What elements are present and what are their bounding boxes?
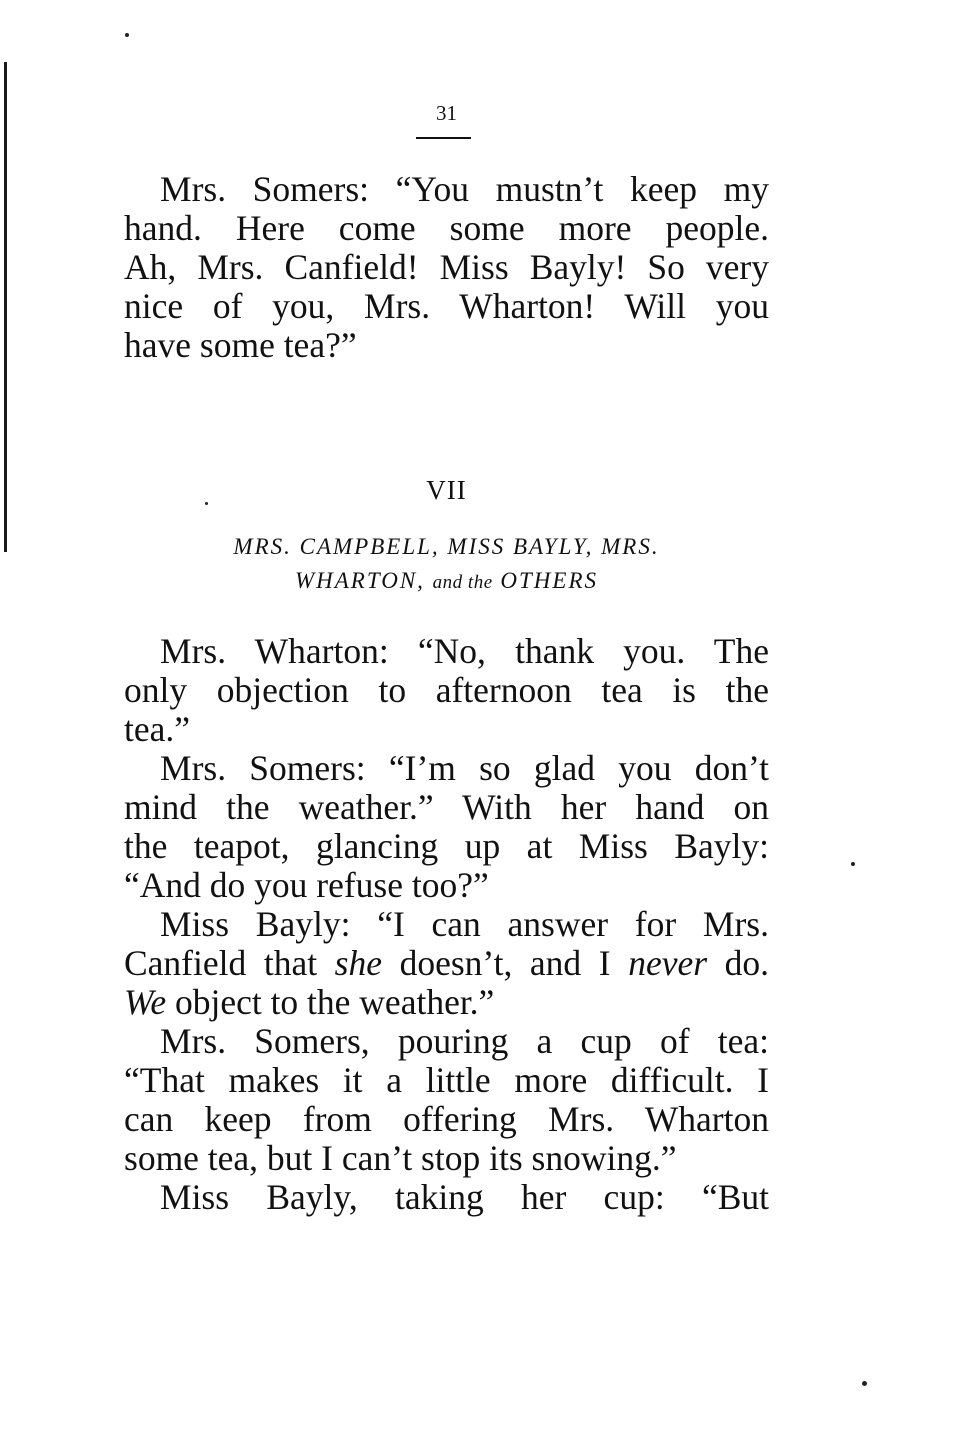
text-line: Ah, Mrs. Canfield! Miss Bayly! So very: [124, 247, 769, 287]
dialogue-paragraph: [124, 1178, 769, 1217]
dialogue-paragraph: [124, 1022, 769, 1178]
text-line: hand. Here come some more people.: [124, 208, 769, 248]
dialogue-paragraph: [124, 749, 769, 905]
text-line: Miss Bayly: “I can answer for Mrs.: [160, 904, 769, 944]
text-line: tea.”: [124, 709, 191, 749]
page-number-rule: [416, 137, 471, 139]
text-run: Canfield that: [124, 943, 318, 983]
cast-line: [124, 564, 769, 600]
cast-name: WHARTON,: [294, 568, 425, 593]
text-line: some tea, but I can’t stop its snowing.”: [124, 1138, 677, 1178]
text-line: have some tea?”: [124, 325, 357, 365]
cast-list: [124, 530, 769, 600]
scan-speck: [862, 1381, 867, 1386]
text-line: [124, 983, 769, 1022]
text-line: [124, 944, 769, 983]
dialogue-block: [124, 632, 769, 1217]
text-line: Miss Bayly, taking her cup: “But: [160, 1177, 769, 1217]
text-run: object to the weather.”: [174, 982, 495, 1022]
text-line: “And do you refuse too?”: [124, 865, 489, 905]
scan-speck: [851, 862, 855, 866]
cast-name: OTHERS: [500, 568, 599, 593]
text-line: mind the weather.” With her hand on: [124, 787, 769, 827]
section-heading: VII: [426, 475, 467, 505]
text-line: Mrs. Somers: “You mustn’t keep my: [160, 169, 769, 209]
text-line: “That makes it a little more difficult. I: [124, 1060, 769, 1100]
text-line: only objection to afternoon tea is the: [124, 670, 769, 710]
opening-paragraph: [124, 170, 769, 365]
emphasis-she: she: [334, 943, 382, 983]
emphasis-never: never: [628, 943, 708, 983]
text-line: the teapot, glancing up at Miss Bayly:: [124, 826, 769, 866]
dialogue-paragraph: [124, 632, 769, 749]
dialogue-paragraph: [124, 905, 769, 1022]
text-line: can keep from offering Mrs. Wharton: [124, 1099, 769, 1139]
text-line: Mrs. Somers, pouring a cup of tea:: [160, 1021, 769, 1061]
text-line: Mrs. Somers: “I’m so glad you don’t: [160, 748, 769, 788]
text-run: doesn’t, and I: [399, 943, 611, 983]
cast-connector: and the: [432, 572, 493, 593]
scan-speck: [125, 33, 129, 37]
emphasis-we: We: [124, 982, 167, 1022]
text-run: do.: [724, 943, 770, 983]
text-line: nice of you, Mrs. Wharton! Will you: [124, 286, 769, 326]
text-line: Mrs. Wharton: “No, thank you. The: [160, 631, 769, 671]
page-number: 31: [436, 101, 457, 125]
cast-line: MRS. CAMPBELL, MISS BAYLY, MRS.: [233, 534, 660, 559]
